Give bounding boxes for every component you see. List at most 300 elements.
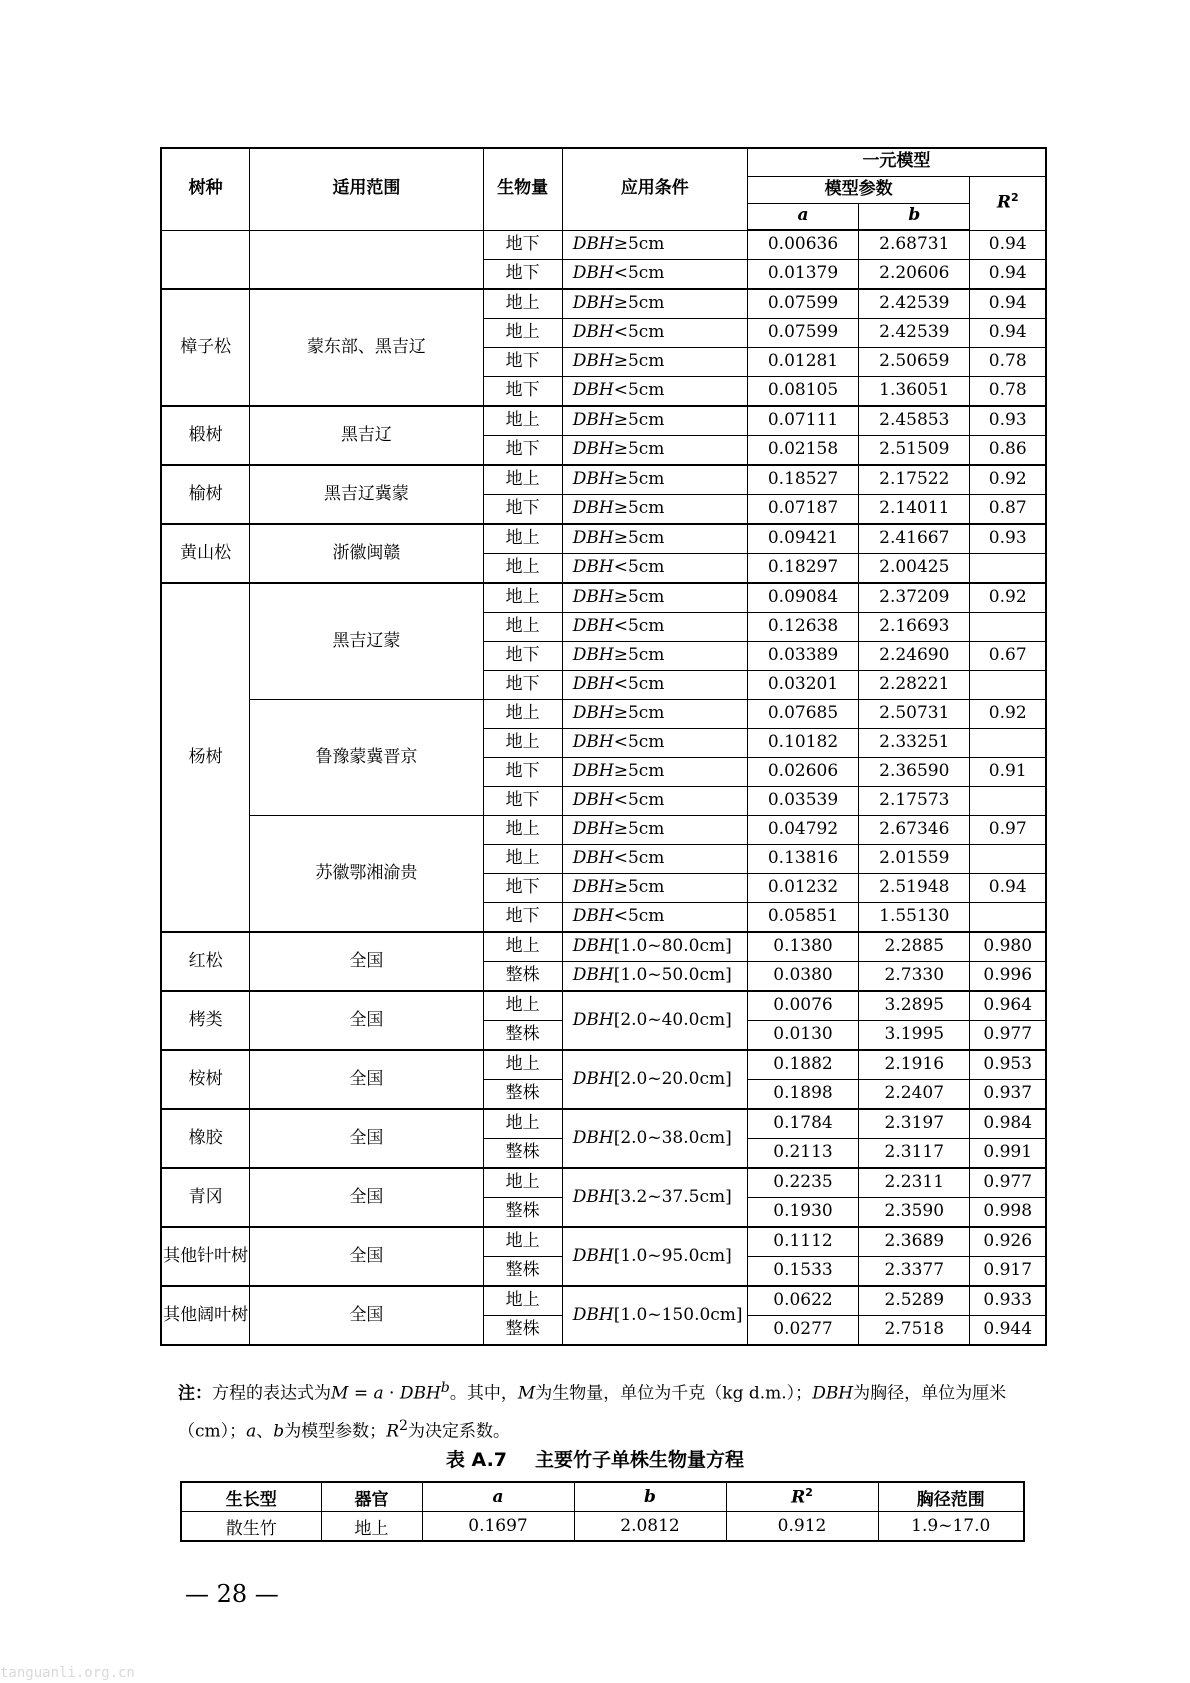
header-condition: 应用条件: [562, 148, 747, 230]
condition-value: [1.0~95.0cm]: [613, 1245, 732, 1266]
r2-cell: [970, 787, 1046, 816]
r2-cell: 0.94: [970, 874, 1046, 903]
param-b-cell: 3.2895: [859, 991, 970, 1021]
condition-cell: [562, 1050, 747, 1109]
r2-cell: 0.78: [970, 377, 1046, 407]
biomass-cell: 整株: [483, 1080, 562, 1110]
param-a-cell: 0.07599: [747, 289, 858, 319]
condition-value: [3.2~37.5cm]: [613, 1186, 732, 1207]
param-a-cell: 0.0380: [747, 962, 858, 992]
formula-a: a: [373, 1383, 384, 1404]
condition-var: DBH: [572, 528, 614, 549]
param-b-cell: 2.3117: [859, 1139, 970, 1169]
param-b-cell: 2.2885: [859, 932, 970, 962]
biomass-cell: 地下: [483, 671, 562, 700]
param-a-cell: 0.1930: [747, 1198, 858, 1228]
param-a-cell: 0.13816: [747, 845, 858, 874]
condition-cell: [562, 845, 747, 874]
param-b-cell: 2.5289: [859, 1286, 970, 1316]
param-a-cell: 0.07111: [747, 406, 858, 436]
biomass-cell: 地上: [483, 406, 562, 436]
param-a-cell: 0.04792: [747, 816, 858, 845]
formula-dbh: DBH: [399, 1383, 441, 1404]
r2-cell: [970, 613, 1046, 642]
biomass-cell: 地上: [483, 319, 562, 348]
param-b-cell: 2.51948: [859, 874, 970, 903]
r2-cell: 0.94: [970, 230, 1046, 260]
table-row: [161, 1286, 1046, 1316]
condition-var: DBH: [572, 557, 614, 578]
condition-cell: [562, 1227, 747, 1286]
condition-value: ≥5cm: [613, 498, 665, 519]
param-b-cell: 2.16693: [859, 613, 970, 642]
condition-cell: [562, 758, 747, 787]
biomass-cell: 地下: [483, 377, 562, 407]
condition-cell: [562, 319, 747, 348]
param-a-cell: 0.09084: [747, 583, 858, 613]
condition-var: DBH: [572, 790, 614, 811]
bamboo-header-row: [181, 1482, 1024, 1512]
table-a7-caption: 主要竹子单株生物量方程: [535, 1449, 745, 1471]
condition-var: DBH: [572, 674, 614, 695]
param-b-cell: 2.17573: [859, 787, 970, 816]
condition-cell: [562, 787, 747, 816]
condition-var: DBH: [572, 1009, 614, 1030]
condition-value: <5cm: [613, 263, 665, 284]
condition-var: DBH: [572, 410, 614, 431]
condition-value: [2.0~20.0cm]: [613, 1068, 732, 1089]
range-cell: 全国: [250, 1168, 483, 1227]
condition-var: DBH: [572, 469, 614, 490]
biomass-cell: 地上: [483, 1227, 562, 1257]
table-row: [161, 1168, 1046, 1198]
condition-cell: [562, 465, 747, 495]
r2-cell: 0.94: [970, 289, 1046, 319]
param-a-cell: 0.1882: [747, 1050, 858, 1080]
bamboo-row: [181, 1512, 1024, 1542]
note-text: 为决定系数。: [408, 1421, 511, 1442]
condition-var: DBH: [572, 1068, 614, 1089]
biomass-cell: 整株: [483, 1021, 562, 1051]
param-b-cell: 2.2311: [859, 1168, 970, 1198]
biomass-cell: 地上: [483, 289, 562, 319]
param-b-cell: 2.42539: [859, 319, 970, 348]
r2-cell: 0.926: [970, 1227, 1046, 1257]
param-a-cell: 0.1533: [747, 1257, 858, 1287]
condition-var: DBH: [572, 1245, 614, 1266]
bamboo-cell: 地上: [321, 1512, 422, 1542]
biomass-cell: 地下: [483, 874, 562, 903]
condition-value: ≥5cm: [613, 587, 665, 608]
condition-value: ≥5cm: [613, 469, 665, 490]
condition-cell: [562, 903, 747, 933]
param-b-cell: 2.3590: [859, 1198, 970, 1228]
r2-cell: 0.917: [970, 1257, 1046, 1287]
r2-cell: [970, 671, 1046, 700]
table-a7-number: 表 A.7: [445, 1449, 508, 1471]
condition-value: ≥5cm: [613, 410, 665, 431]
r2-cell: [970, 554, 1046, 584]
biomass-cell: 整株: [483, 1257, 562, 1287]
table-body: [161, 230, 1046, 1345]
condition-value: ≥5cm: [613, 645, 665, 666]
biomass-cell: 地下: [483, 436, 562, 466]
table-row: [161, 1050, 1046, 1080]
bamboo-header: b: [574, 1482, 726, 1512]
biomass-cell: 地下: [483, 348, 562, 377]
param-a-cell: 0.05851: [747, 903, 858, 933]
header-biomass: 生物量: [483, 148, 562, 230]
r2-cell: 0.953: [970, 1050, 1046, 1080]
param-a-cell: 0.03389: [747, 642, 858, 671]
condition-cell: [562, 671, 747, 700]
species-cell: 桉树: [161, 1050, 250, 1109]
species-cell: 樟子松: [161, 289, 250, 406]
param-a-cell: 0.10182: [747, 729, 858, 758]
condition-cell: [562, 260, 747, 290]
param-a-cell: 0.08105: [747, 377, 858, 407]
range-cell: 全国: [250, 991, 483, 1050]
range-cell: 黑吉辽: [250, 406, 483, 465]
param-b-cell: 2.45853: [859, 406, 970, 436]
condition-var: DBH: [572, 380, 614, 401]
table-row: [161, 583, 1046, 613]
param-b-cell: 2.17522: [859, 465, 970, 495]
table-row: [161, 991, 1046, 1021]
species-cell: 红松: [161, 932, 250, 991]
condition-var: DBH: [572, 936, 614, 957]
param-a-cell: 0.09421: [747, 524, 858, 554]
species-cell: [161, 230, 250, 289]
r2-cell: 0.933: [970, 1286, 1046, 1316]
param-b-cell: 2.01559: [859, 845, 970, 874]
param-a-cell: 0.07685: [747, 700, 858, 729]
page-number: — 28 —: [185, 1580, 279, 1608]
condition-value: [1.0~50.0cm]: [613, 965, 732, 986]
param-b-cell: 2.67346: [859, 816, 970, 845]
r2-cell: [970, 845, 1046, 874]
param-b-cell: 1.55130: [859, 903, 970, 933]
biomass-cell: 整株: [483, 1316, 562, 1346]
species-cell: 其他阔叶树: [161, 1286, 250, 1345]
table-row: [161, 289, 1046, 319]
param-b-cell: 2.42539: [859, 289, 970, 319]
biomass-cell: 地上: [483, 932, 562, 962]
param-b-cell: 1.36051: [859, 377, 970, 407]
range-cell: 全国: [250, 1227, 483, 1286]
condition-value: ≥5cm: [613, 703, 665, 724]
param-a-cell: 0.02158: [747, 436, 858, 466]
note-label: 注：: [178, 1383, 212, 1404]
note-text: 方程的表达式为: [212, 1383, 331, 1404]
condition-value: ≥5cm: [613, 761, 665, 782]
condition-value: ≥5cm: [613, 293, 665, 314]
condition-cell: [562, 348, 747, 377]
r2-cell: 0.87: [970, 495, 1046, 525]
param-a-cell: 0.00636: [747, 230, 858, 260]
biomass-cell: 地上: [483, 816, 562, 845]
condition-value: ≥5cm: [613, 877, 665, 898]
condition-var: DBH: [572, 233, 614, 254]
condition-cell: [562, 962, 747, 992]
r2-cell: 0.94: [970, 319, 1046, 348]
biomass-cell: 地下: [483, 903, 562, 933]
formula-exp: b: [440, 1380, 450, 1396]
condition-value: <5cm: [613, 906, 665, 927]
r2-cell: 0.92: [970, 583, 1046, 613]
condition-cell: [562, 230, 747, 260]
species-cell: 其他针叶树: [161, 1227, 250, 1286]
bamboo-header: 胸径范围: [878, 1482, 1024, 1512]
range-cell: 浙徽闽赣: [250, 524, 483, 583]
condition-value: ≥5cm: [613, 819, 665, 840]
condition-cell: [562, 874, 747, 903]
param-b-cell: 2.00425: [859, 554, 970, 584]
bamboo-header-r2: $R^2$: [726, 1482, 878, 1512]
param-b-cell: 2.36590: [859, 758, 970, 787]
biomass-cell: 地上: [483, 1286, 562, 1316]
r2-cell: 0.92: [970, 465, 1046, 495]
condition-value: <5cm: [613, 322, 665, 343]
header-r2: $R^2$: [970, 176, 1046, 230]
condition-value: <5cm: [613, 380, 665, 401]
header-model: 一元模型: [747, 148, 1046, 176]
condition-var: DBH: [572, 322, 614, 343]
condition-var: DBH: [572, 351, 614, 372]
table-row: [161, 524, 1046, 554]
range-cell: 黑吉辽蒙: [250, 583, 483, 700]
note-text: 。其中，: [449, 1383, 518, 1404]
r2-cell: 0.996: [970, 962, 1046, 992]
param-a-cell: 0.03201: [747, 671, 858, 700]
condition-var: DBH: [572, 1186, 614, 1207]
biomass-cell: 地下: [483, 495, 562, 525]
table-row: [161, 932, 1046, 962]
param-b-cell: 2.33251: [859, 729, 970, 758]
condition-var: DBH: [572, 439, 614, 460]
param-a-cell: 0.0076: [747, 991, 858, 1021]
biomass-cell: 地上: [483, 465, 562, 495]
condition-cell: [562, 524, 747, 554]
note-sep: 、: [256, 1421, 274, 1442]
condition-var: DBH: [572, 616, 614, 637]
condition-var: DBH: [572, 1127, 614, 1148]
condition-value: <5cm: [613, 848, 665, 869]
range-cell: 全国: [250, 1050, 483, 1109]
table-row: [161, 465, 1046, 495]
r2-cell: 0.67: [970, 642, 1046, 671]
biomass-cell: 地上: [483, 1109, 562, 1139]
biomass-cell: 地上: [483, 729, 562, 758]
condition-var: DBH: [572, 848, 614, 869]
bamboo-cell: 0.1697: [422, 1512, 574, 1542]
table-note: [178, 1372, 1038, 1447]
table-row: [161, 700, 1046, 729]
bamboo-cell: 1.9~17.0: [878, 1512, 1024, 1542]
biomass-cell: 整株: [483, 1139, 562, 1169]
condition-value: ≥5cm: [613, 439, 665, 460]
param-b-cell: 2.3197: [859, 1109, 970, 1139]
note-m: M: [517, 1383, 536, 1404]
condition-var: DBH: [572, 761, 614, 782]
condition-var: DBH: [572, 1304, 614, 1325]
range-cell: 苏徽鄂湘渝贵: [250, 816, 483, 933]
condition-cell: [562, 583, 747, 613]
range-cell: 全国: [250, 932, 483, 991]
condition-cell: [562, 613, 747, 642]
note-text: 为生物量，单位为千克（kg d.m.）；: [535, 1383, 813, 1404]
table-row: [161, 406, 1046, 436]
species-cell: 黄山松: [161, 524, 250, 583]
condition-cell: [562, 436, 747, 466]
species-cell: 青冈: [161, 1168, 250, 1227]
formula-m: M: [331, 1383, 349, 1404]
condition-var: DBH: [572, 263, 614, 284]
param-a-cell: 0.1784: [747, 1109, 858, 1139]
condition-cell: [562, 1168, 747, 1227]
condition-cell: [562, 1286, 747, 1345]
param-a-cell: 0.07599: [747, 319, 858, 348]
param-a-cell: 0.1112: [747, 1227, 858, 1257]
r2-cell: 0.78: [970, 348, 1046, 377]
bamboo-table: [180, 1481, 1025, 1542]
r2-cell: 0.980: [970, 932, 1046, 962]
bamboo-cell: 散生竹: [181, 1512, 321, 1542]
note-dbh: DBH: [812, 1383, 854, 1404]
condition-value: ≥5cm: [613, 233, 665, 254]
table-row: [161, 1109, 1046, 1139]
r2-cell: 0.977: [970, 1168, 1046, 1198]
condition-cell: [562, 554, 747, 584]
param-b-cell: 2.2407: [859, 1080, 970, 1110]
condition-var: DBH: [572, 732, 614, 753]
condition-var: DBH: [572, 965, 614, 986]
param-a-cell: 0.0130: [747, 1021, 858, 1051]
header-species: 树种: [161, 148, 250, 230]
param-b-cell: 2.28221: [859, 671, 970, 700]
param-b-cell: 2.7518: [859, 1316, 970, 1346]
r2-cell: 0.964: [970, 991, 1046, 1021]
condition-cell: [562, 729, 747, 758]
param-a-cell: 0.01281: [747, 348, 858, 377]
species-cell: 杨树: [161, 583, 250, 932]
range-cell: 全国: [250, 1109, 483, 1168]
condition-var: DBH: [572, 293, 614, 314]
condition-value: <5cm: [613, 557, 665, 578]
biomass-equation-table: [160, 147, 1047, 1346]
r2-cell: 0.984: [970, 1109, 1046, 1139]
param-a-cell: 0.0277: [747, 1316, 858, 1346]
condition-cell: [562, 932, 747, 962]
biomass-cell: 地上: [483, 845, 562, 874]
param-a-cell: 0.1898: [747, 1080, 858, 1110]
note-a: a: [246, 1421, 257, 1442]
biomass-cell: 地下: [483, 758, 562, 787]
note-r: R: [386, 1421, 399, 1442]
condition-cell: [562, 289, 747, 319]
param-a-cell: 0.1380: [747, 932, 858, 962]
r2-cell: 0.86: [970, 436, 1046, 466]
formula-eq: =: [348, 1383, 374, 1404]
r2-cell: 0.944: [970, 1316, 1046, 1346]
param-b-cell: 2.50731: [859, 700, 970, 729]
range-cell: 蒙东部、黑吉辽: [250, 289, 483, 406]
range-cell: 全国: [250, 1286, 483, 1345]
param-b-cell: 2.51509: [859, 436, 970, 466]
range-cell: [250, 230, 483, 289]
param-a-cell: 0.2235: [747, 1168, 858, 1198]
bamboo-header: 器官: [321, 1482, 422, 1512]
biomass-cell: 地上: [483, 524, 562, 554]
note-text: 为胸径，单位为厘米（cm）；: [178, 1383, 1007, 1442]
table-row: [161, 1227, 1046, 1257]
biomass-cell: 整株: [483, 1198, 562, 1228]
header-a: a: [747, 203, 858, 230]
r2-cell: 0.93: [970, 406, 1046, 436]
r2-cell: [970, 903, 1046, 933]
param-b-cell: 2.41667: [859, 524, 970, 554]
range-cell: 黑吉辽冀蒙: [250, 465, 483, 524]
param-b-cell: 2.7330: [859, 962, 970, 992]
r2-cell: [970, 729, 1046, 758]
condition-value: ≥5cm: [613, 351, 665, 372]
condition-var: DBH: [572, 819, 614, 840]
param-a-cell: 0.2113: [747, 1139, 858, 1169]
condition-value: <5cm: [613, 674, 665, 695]
param-b-cell: 2.14011: [859, 495, 970, 525]
condition-var: DBH: [572, 877, 614, 898]
param-b-cell: 3.1995: [859, 1021, 970, 1051]
param-a-cell: 0.0622: [747, 1286, 858, 1316]
param-b-cell: 2.37209: [859, 583, 970, 613]
param-a-cell: 0.01379: [747, 260, 858, 290]
param-b-cell: 2.24690: [859, 642, 970, 671]
condition-value: <5cm: [613, 790, 665, 811]
header-b: b: [859, 203, 970, 230]
biomass-cell: 地上: [483, 554, 562, 584]
param-b-cell: 2.1916: [859, 1050, 970, 1080]
param-b-cell: 2.3689: [859, 1227, 970, 1257]
r2-cell: 0.97: [970, 816, 1046, 845]
param-b-cell: 2.3377: [859, 1257, 970, 1287]
r2-cell: 0.991: [970, 1139, 1046, 1169]
bamboo-header: a: [422, 1482, 574, 1512]
condition-cell: [562, 1109, 747, 1168]
bamboo-cell: 0.912: [726, 1512, 878, 1542]
param-b-cell: 2.68731: [859, 230, 970, 260]
r2-cell: 0.92: [970, 700, 1046, 729]
range-cell: 鲁豫蒙冀晋京: [250, 700, 483, 816]
param-a-cell: 0.02606: [747, 758, 858, 787]
condition-cell: [562, 816, 747, 845]
condition-value: [2.0~38.0cm]: [613, 1127, 732, 1148]
condition-value: [2.0~40.0cm]: [613, 1009, 732, 1030]
biomass-cell: 地下: [483, 787, 562, 816]
param-a-cell: 0.01232: [747, 874, 858, 903]
note-text: 为模型参数；: [284, 1421, 387, 1442]
r2-cell: 0.91: [970, 758, 1046, 787]
species-cell: 栲类: [161, 991, 250, 1050]
condition-value: ≥5cm: [613, 528, 665, 549]
bamboo-cell: 2.0812: [574, 1512, 726, 1542]
param-a-cell: 0.07187: [747, 495, 858, 525]
condition-value: <5cm: [613, 732, 665, 753]
biomass-cell: 地上: [483, 991, 562, 1021]
note-b: b: [273, 1421, 285, 1442]
param-a-cell: 0.12638: [747, 613, 858, 642]
formula-dot: ·: [383, 1383, 400, 1404]
table-row: [161, 230, 1046, 260]
